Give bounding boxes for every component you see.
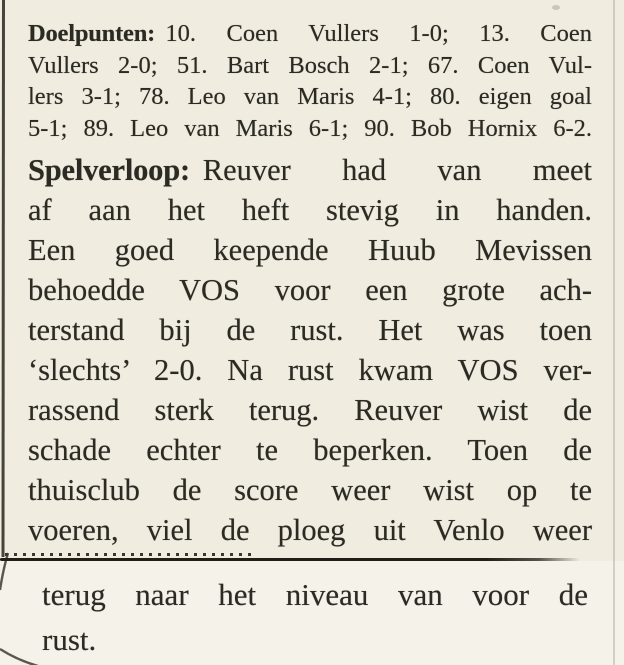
goals-line-2: Vullers 2-0; 51. Bart Bosch 2-1; 67. Coen Vul- [28, 51, 592, 79]
report-line-6: ‘slechts’ 2-0. Na rust kwam VOS ver- [28, 353, 592, 387]
column-divider-line [0, 558, 592, 561]
report-line-5: terstand bij de rust. Het was toen [28, 313, 592, 347]
report-label: Spelverloop: [28, 153, 190, 187]
report-line-3: Een goed keepende Huub Mevissen [28, 233, 592, 267]
report-line-4: behoedde VOS voor een grote ach- [28, 273, 592, 307]
goals-line-4: 5-1; 89. Leo van Maris 6-1; 90. Bob Hornix 6-2. [28, 114, 592, 142]
page-corner-arc [0, 649, 38, 665]
goals-paragraph [28, 18, 592, 144]
report-line-2: af aan het heft stevig in handen. [28, 193, 592, 227]
continuation-paragraph [42, 572, 588, 662]
divider-dots [5, 553, 253, 556]
continuation-line-2: rust. [42, 622, 97, 657]
continuation-line-1: terug naar het niveau van voor de [42, 577, 588, 612]
report-line-7: rassend sterk terug. Reuver wist de [28, 393, 592, 427]
report-line-1 [28, 150, 592, 190]
report-line-10: voeren, viel de ploeg uit Venlo weer [28, 513, 592, 547]
goals-line-1 [28, 18, 592, 50]
report-line-8: schade echter te beperken. Toen de [28, 433, 592, 467]
goals-line-3: lers 3-1; 78. Leo van Maris 4-1; 80. eigen goal [28, 83, 592, 110]
goals-label: Doelpunten: [28, 20, 156, 47]
report-paragraph [28, 150, 592, 550]
page-edge-line [3, 0, 4, 557]
report-line-9: thuisclub de score weer wist op te [28, 473, 592, 507]
goals-line-1-rest: 10. Coen Vullers 1-0; 13. Coen [165, 20, 592, 47]
report-line-1-rest: Reuver had van meet [202, 153, 592, 187]
